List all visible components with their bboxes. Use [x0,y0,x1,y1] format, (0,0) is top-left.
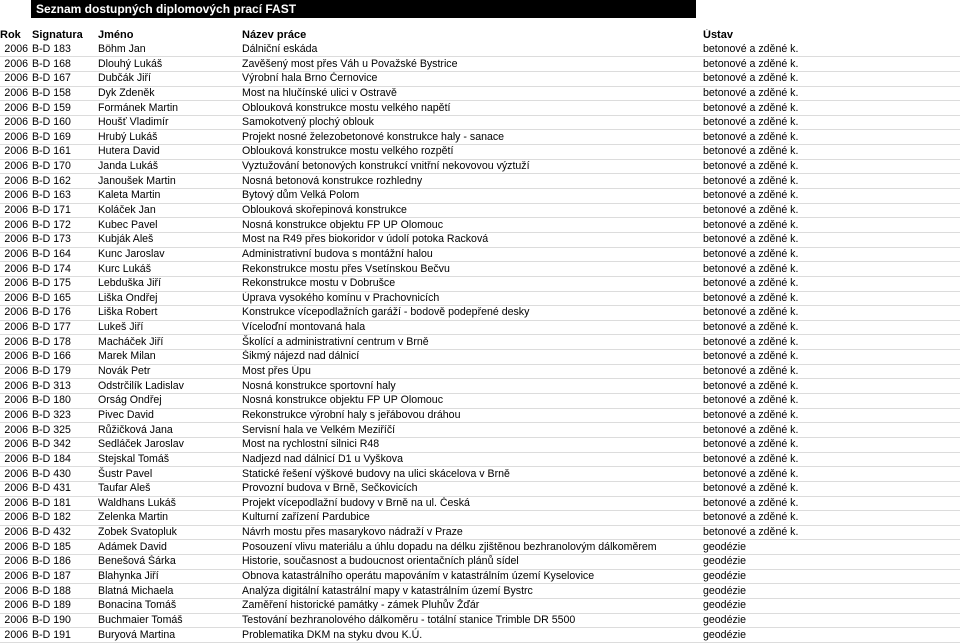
cell-name: Koláček Jan [98,203,242,218]
cell-institute: geodézie [703,628,960,643]
table-row [0,423,960,438]
table-row [0,218,960,233]
cell-year: 2006 [0,350,30,365]
table-row [0,540,960,555]
cell-name: Marek Milan [98,350,242,365]
cell-institute: betonové a zděné k. [703,481,960,496]
cell-name: Stejskal Tomáš [98,452,242,467]
cell-name: Lebduška Jiří [98,276,242,291]
cell-title: Projekt nosné železobetonové konstrukce haly - sanace [242,130,703,145]
cell-year: 2006 [0,86,30,101]
cell-institute: betonové a zděné k. [703,189,960,204]
cell-year: 2006 [0,511,30,526]
cell-signature: B-D 167 [30,71,98,86]
table-row [0,174,960,189]
cell-signature: B-D 162 [30,174,98,189]
cell-year: 2006 [0,452,30,467]
cell-title: Oblouková konstrukce mostu velkého rozpětí [242,145,703,160]
table-row [0,86,960,101]
cell-institute: betonové a zděné k. [703,276,960,291]
cell-title: Nosná betonová konstrukce rozhledny [242,174,703,189]
cell-signature: B-D 430 [30,467,98,482]
cell-institute: betonové a zděné k. [703,57,960,72]
cell-title: Analýza digitální katastrální mapy v katastrálním území Bystrc [242,584,703,599]
cell-year: 2006 [0,115,30,130]
cell-signature: B-D 168 [30,57,98,72]
cell-signature: B-D 172 [30,218,98,233]
cell-institute: betonové a zděné k. [703,364,960,379]
table-row [0,159,960,174]
table-row [0,379,960,394]
sheet-title-bar [31,0,696,18]
cell-name: Orság Ondřej [98,394,242,409]
cell-year: 2006 [0,159,30,174]
cell-name: Formánek Martin [98,101,242,116]
cell-signature: B-D 190 [30,613,98,628]
cell-name: Blahynka Jiří [98,569,242,584]
cell-signature: B-D 184 [30,452,98,467]
cell-signature: B-D 176 [30,306,98,321]
cell-name: Zobek Svatopluk [98,525,242,540]
table-row [0,262,960,277]
cell-title: Úprava vysokého komínu v Prachovnicích [242,291,703,306]
table-row [0,467,960,482]
table-row [0,628,960,643]
cell-title: Vyztužování betonových konstrukcí vnitřní nekovovou výztuží [242,159,703,174]
table-row [0,306,960,321]
cell-year: 2006 [0,276,30,291]
table-row [0,115,960,130]
table-row [0,437,960,452]
cell-title: Statické řešení výškové budovy na ulici skácelova v Brně [242,467,703,482]
cell-institute: betonové a zděné k. [703,203,960,218]
cell-institute: betonové a zděné k. [703,262,960,277]
table-row [0,569,960,584]
header-institute: Ústav [703,29,733,42]
cell-name: Růžičková Jana [98,423,242,438]
header-name: Jméno [98,29,134,42]
cell-title: Bytový dům Velká Polom [242,189,703,204]
table-row [0,145,960,160]
cell-title: Víceloďní montovaná hala [242,320,703,335]
cell-title: Rekonstrukce mostu v Dobrušce [242,276,703,291]
cell-institute: betonové a zděné k. [703,320,960,335]
cell-institute: betonové a zděné k. [703,350,960,365]
cell-name: Kunc Jaroslav [98,247,242,262]
table-row [0,408,960,423]
table-row [0,232,960,247]
cell-year: 2006 [0,247,30,262]
cell-institute: betonové a zděné k. [703,394,960,409]
cell-title: Nadjezd nad dálnicí D1 u Vyškova [242,452,703,467]
cell-year: 2006 [0,262,30,277]
header-year: Rok [0,29,21,42]
cell-title: Školící a administrativní centrum v Brně [242,335,703,350]
cell-name: Blatná Michaela [98,584,242,599]
cell-signature: B-D 183 [30,43,98,57]
cell-title: Most přes Úpu [242,364,703,379]
cell-year: 2006 [0,467,30,482]
cell-year: 2006 [0,203,30,218]
sheet-title: Seznam dostupných diplomových prací FAST [36,2,297,16]
cell-signature: B-D 169 [30,130,98,145]
cell-title: Šikmý nájezd nad dálnicí [242,350,703,365]
cell-institute: geodézie [703,584,960,599]
cell-signature: B-D 164 [30,247,98,262]
cell-year: 2006 [0,291,30,306]
cell-signature: B-D 160 [30,115,98,130]
cell-year: 2006 [0,320,30,335]
cell-signature: B-D 161 [30,145,98,160]
cell-institute: betonové a zděné k. [703,335,960,350]
cell-title: Most na rychlostní silnici R48 [242,437,703,452]
cell-signature: B-D 159 [30,101,98,116]
cell-institute: betonové a zděné k. [703,452,960,467]
cell-title: Konstrukce vícepodlažních garáží - bodově podepřené desky [242,306,703,321]
table-row [0,335,960,350]
cell-signature: B-D 191 [30,628,98,643]
cell-title: Výrobní hala Brno Černovice [242,71,703,86]
cell-year: 2006 [0,613,30,628]
cell-title: Problematika DKM na styku dvou K.Ú. [242,628,703,643]
cell-signature: B-D 166 [30,350,98,365]
cell-signature: B-D 174 [30,262,98,277]
cell-year: 2006 [0,174,30,189]
theses-table [0,29,960,643]
table-row [0,203,960,218]
table-row [0,71,960,86]
cell-title: Most na hlučínské ulici v Ostravě [242,86,703,101]
cell-name: Dubčák Jiří [98,71,242,86]
cell-signature: B-D 187 [30,569,98,584]
cell-title: Rekonstrukce výrobní haly s jeřábovou dráhou [242,408,703,423]
cell-title: Návrh mostu přes masarykovo nádraží v Praze [242,525,703,540]
cell-year: 2006 [0,335,30,350]
table-row [0,481,960,496]
cell-name: Janoušek Martin [98,174,242,189]
cell-year: 2006 [0,57,30,72]
cell-signature: B-D 178 [30,335,98,350]
cell-institute: betonové a zděné k. [703,467,960,482]
table-row [0,57,960,72]
cell-signature: B-D 173 [30,232,98,247]
cell-institute: geodézie [703,613,960,628]
cell-year: 2006 [0,437,30,452]
table-row [0,276,960,291]
cell-title: Nosná konstrukce objektu FP UP Olomouc [242,394,703,409]
cell-year: 2006 [0,218,30,233]
cell-signature: B-D 313 [30,379,98,394]
cell-institute: betonové a zděné k. [703,71,960,86]
cell-institute: betonové a zděné k. [703,437,960,452]
cell-title: Historie, současnost a budoucnost orientačních plánů sídel [242,555,703,570]
cell-name: Kurc Lukáš [98,262,242,277]
cell-year: 2006 [0,555,30,570]
cell-signature: B-D 171 [30,203,98,218]
header-signature: Signatura [32,29,83,42]
cell-signature: B-D 158 [30,86,98,101]
cell-year: 2006 [0,189,30,204]
cell-signature: B-D 325 [30,423,98,438]
cell-signature: B-D 182 [30,511,98,526]
table-row [0,452,960,467]
cell-institute: betonové a zděné k. [703,145,960,160]
cell-signature: B-D 185 [30,540,98,555]
cell-name: Buchmaier Tomáš [98,613,242,628]
cell-year: 2006 [0,584,30,599]
cell-institute: betonové a zděné k. [703,101,960,116]
cell-year: 2006 [0,43,30,57]
cell-institute: betonové a zděné k. [703,423,960,438]
cell-institute: geodézie [703,598,960,613]
cell-institute: betonové a zděné k. [703,525,960,540]
cell-institute: betonové a zděné k. [703,115,960,130]
cell-name: Houšť Vladimír [98,115,242,130]
cell-title: Zaměření historické památky - zámek Pluhův Žďár [242,598,703,613]
cell-signature: B-D 431 [30,481,98,496]
cell-signature: B-D 175 [30,276,98,291]
cell-year: 2006 [0,145,30,160]
cell-signature: B-D 186 [30,555,98,570]
cell-institute: betonové a zděné k. [703,379,960,394]
cell-institute: betonové a zděné k. [703,86,960,101]
cell-institute: geodézie [703,540,960,555]
cell-name: Taufar Aleš [98,481,242,496]
cell-institute: betonové a zděné k. [703,232,960,247]
cell-title: Provozní budova v Brně, Sečkovicích [242,481,703,496]
cell-year: 2006 [0,408,30,423]
table-row [0,350,960,365]
table-row [0,394,960,409]
cell-year: 2006 [0,232,30,247]
cell-signature: B-D 181 [30,496,98,511]
cell-name: Adámek David [98,540,242,555]
cell-year: 2006 [0,101,30,116]
cell-name: Lukeš Jiří [98,320,242,335]
table-row [0,525,960,540]
cell-institute: betonové a zděné k. [703,43,960,57]
cell-signature: B-D 432 [30,525,98,540]
table-row [0,189,960,204]
cell-title: Servisní hala ve Velkém Meziříčí [242,423,703,438]
header-title: Název práce [242,29,307,42]
cell-signature: B-D 342 [30,437,98,452]
cell-year: 2006 [0,130,30,145]
table-row [0,364,960,379]
cell-name: Liška Robert [98,306,242,321]
cell-institute: betonové a zděné k. [703,174,960,189]
cell-year: 2006 [0,569,30,584]
cell-title: Dálniční eskáda [242,43,703,57]
cell-name: Novák Petr [98,364,242,379]
cell-title: Projekt vícepodlažní budovy v Brně na ul. Česká [242,496,703,511]
cell-year: 2006 [0,628,30,643]
cell-year: 2006 [0,525,30,540]
cell-signature: B-D 189 [30,598,98,613]
cell-name: Waldhans Lukáš [98,496,242,511]
cell-title: Obnova katastrálního operátu mapováním v katastrálním území Kyselovice [242,569,703,584]
table-row [0,291,960,306]
cell-signature: B-D 165 [30,291,98,306]
cell-signature: B-D 188 [30,584,98,599]
cell-institute: betonové a zděné k. [703,306,960,321]
cell-title: Posouzení vlivu materiálu a úhlu dopadu na délku zjištěnou bezhranolovým dálkoměrem [242,540,703,555]
cell-title: Nosná konstrukce sportovní haly [242,379,703,394]
cell-name: Janda Lukáš [98,159,242,174]
cell-year: 2006 [0,496,30,511]
cell-institute: betonové a zděné k. [703,247,960,262]
cell-institute: geodézie [703,569,960,584]
cell-name: Zelenka Martin [98,511,242,526]
cell-year: 2006 [0,481,30,496]
cell-name: Benešová Šárka [98,555,242,570]
cell-signature: B-D 179 [30,364,98,379]
cell-institute: geodézie [703,555,960,570]
cell-name: Kubják Aleš [98,232,242,247]
cell-title: Testování bezhranolového dálkoměru - totální stanice Trimble DR 5500 [242,613,703,628]
table-row [0,320,960,335]
cell-title: Samokotvený plochý oblouk [242,115,703,130]
cell-title: Rekonstrukce mostu přes Vsetínskou Bečvu [242,262,703,277]
table-row [0,43,960,57]
table-row [0,584,960,599]
table-row [0,511,960,526]
table-row [0,101,960,116]
cell-year: 2006 [0,598,30,613]
cell-year: 2006 [0,71,30,86]
table-row [0,496,960,511]
cell-name: Šustr Pavel [98,467,242,482]
cell-title: Oblouková konstrukce mostu velkého napětí [242,101,703,116]
cell-year: 2006 [0,394,30,409]
cell-name: Kubec Pavel [98,218,242,233]
cell-year: 2006 [0,423,30,438]
cell-title: Administrativní budova s montážní halou [242,247,703,262]
table-header-row [0,29,960,43]
cell-signature: B-D 180 [30,394,98,409]
cell-institute: betonové a zděné k. [703,130,960,145]
cell-name: Bonacina Tomáš [98,598,242,613]
cell-title: Zavěšený most přes Váh u Považské Bystrice [242,57,703,72]
cell-signature: B-D 323 [30,408,98,423]
cell-name: Macháček Jiří [98,335,242,350]
cell-institute: betonové a zděné k. [703,408,960,423]
cell-institute: betonové a zděné k. [703,496,960,511]
cell-name: Hutera David [98,145,242,160]
cell-name: Buryová Martina [98,628,242,643]
table-row [0,598,960,613]
cell-title: Nosná konstrukce objektu FP UP Olomouc [242,218,703,233]
cell-signature: B-D 177 [30,320,98,335]
cell-name: Kaleta Martin [98,189,242,204]
cell-year: 2006 [0,379,30,394]
cell-name: Böhm Jan [98,43,242,57]
cell-name: Odstrčilík Ladislav [98,379,242,394]
cell-institute: betonové a zděné k. [703,159,960,174]
cell-institute: betonové a zděné k. [703,511,960,526]
cell-title: Kulturní zařízení Pardubice [242,511,703,526]
cell-signature: B-D 163 [30,189,98,204]
cell-institute: betonové a zděné k. [703,218,960,233]
cell-name: Dyk Zdeněk [98,86,242,101]
cell-title: Oblouková skořepinová konstrukce [242,203,703,218]
cell-name: Sedláček Jaroslav [98,437,242,452]
cell-year: 2006 [0,364,30,379]
table-row [0,613,960,628]
cell-year: 2006 [0,306,30,321]
cell-name: Pivec David [98,408,242,423]
cell-name: Liška Ondřej [98,291,242,306]
cell-title: Most na R49 přes biokoridor v údolí potoka Racková [242,232,703,247]
cell-name: Dlouhý Lukáš [98,57,242,72]
cell-institute: betonové a zděné k. [703,291,960,306]
cell-name: Hrubý Lukáš [98,130,242,145]
cell-signature: B-D 170 [30,159,98,174]
table-row [0,247,960,262]
table-row [0,555,960,570]
cell-year: 2006 [0,540,30,555]
table-row [0,130,960,145]
